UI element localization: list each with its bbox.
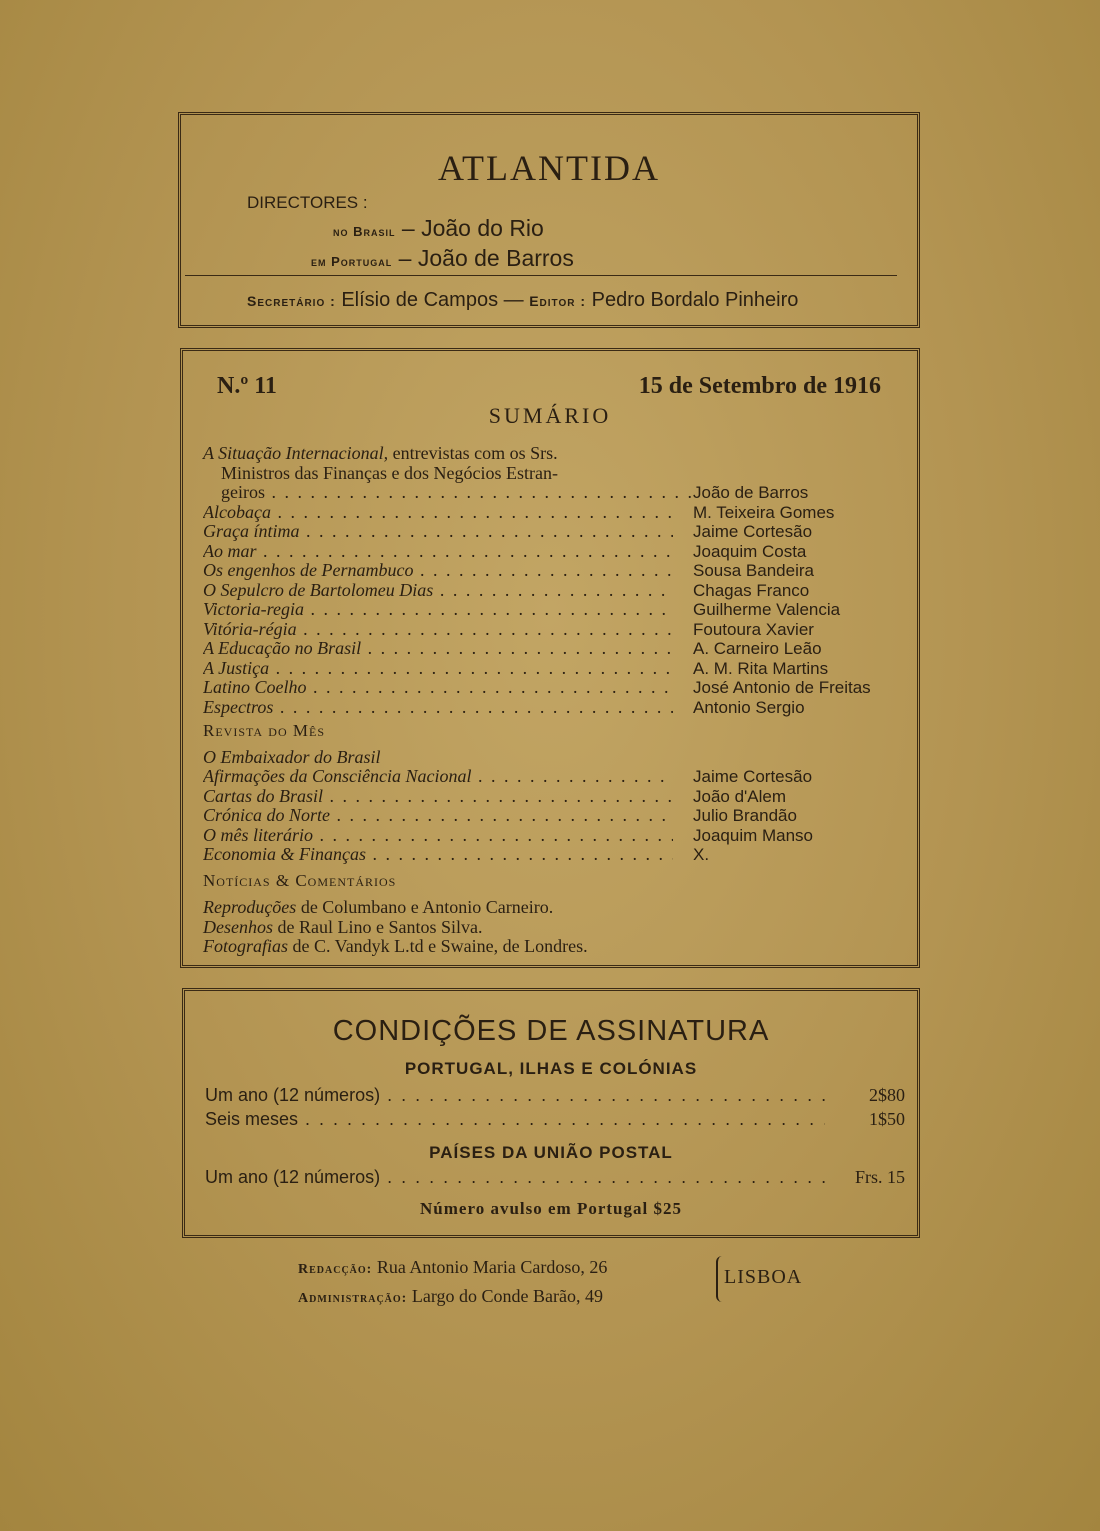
toc-row	[203, 581, 903, 601]
city-name: LISBOA	[724, 1266, 803, 1288]
toc-author: Sousa Bandeira	[693, 561, 814, 580]
note-rest: de Columbano e Antonio Carneiro.	[296, 897, 554, 917]
toc-title: A Justiça . . .	[203, 659, 673, 679]
toc-row	[203, 826, 903, 846]
redaccao-line	[298, 1254, 607, 1283]
note-line	[203, 936, 588, 957]
issue-date: 15 de Setembro de 1916	[638, 373, 881, 399]
toc-title: geiros . . .	[203, 483, 691, 503]
toc-row	[203, 542, 903, 562]
toc-author: X.	[693, 845, 710, 864]
secretario-name: Elísio de Campos	[341, 289, 499, 311]
price-value: 2$80	[869, 1085, 905, 1105]
noticias-heading: Notícias & Comentários	[203, 871, 397, 890]
price-label: Um ano (12 números) . . .	[205, 1167, 825, 1188]
director-portugal: em Portugal – João de Barros	[311, 245, 574, 271]
toc-row	[203, 522, 903, 542]
toc-author: João de Barros	[693, 483, 809, 502]
price-value: Frs. 15	[854, 1167, 905, 1187]
price-row	[205, 1109, 905, 1131]
note-rest: de Raul Lino e Santos Silva.	[273, 917, 483, 937]
toc-title: Latino Coelho . . .	[203, 678, 673, 698]
toc-title: Victoria-regia . . .	[203, 600, 673, 620]
redaccao-address: Rua Antonio Maria Cardoso, 26	[376, 1257, 608, 1277]
toc-title: Os engenhos de Pernambuco . . .	[203, 561, 673, 581]
director-brasil-label: no Brasil	[333, 224, 396, 239]
uniao-heading: PAÍSES DA UNIÃO POSTAL	[429, 1143, 673, 1162]
toc-row	[203, 620, 903, 640]
revista-heading: Revista do Mês	[203, 721, 325, 740]
toc-list	[203, 483, 903, 717]
toc-first-line	[203, 443, 558, 464]
toc-author: Joaquim Manso	[693, 825, 814, 845]
toc-author: Antonio Sergio	[693, 697, 805, 717]
director-portugal-name: João de Barros	[417, 245, 574, 271]
toc-second-line: Ministros das Finanças e dos Negócios Estran-	[221, 463, 558, 483]
masthead-box	[178, 112, 920, 328]
toc-author: M. Teixeira Gomes	[693, 502, 835, 522]
toc-row	[203, 767, 903, 787]
note-rest: de C. Vandyk L.td e Swaine, de Londres.	[288, 936, 588, 956]
director-brasil: no Brasil – João do Rio	[333, 215, 544, 241]
director-portugal-label: em Portugal	[311, 254, 393, 269]
magazine-title: ATLANTIDA	[438, 148, 660, 188]
price-value: 1$50	[869, 1109, 905, 1129]
toc-title: Crónica do Norte . . .	[203, 806, 673, 826]
single-issue-price: Número avulso em Portugal $25	[420, 1199, 682, 1218]
toc-author: Chagas Franco	[693, 580, 810, 600]
toc-title: Ao mar . . .	[203, 542, 673, 562]
price-row	[205, 1167, 905, 1189]
toc-author: Joaquim Costa	[693, 541, 807, 561]
editor-label: Editor :	[529, 293, 587, 309]
price-label: Seis meses . . .	[205, 1109, 825, 1130]
toc-row	[203, 787, 903, 807]
note-line	[203, 917, 482, 938]
toc-row	[203, 503, 903, 523]
toc-title: Graça íntima . . .	[203, 522, 673, 542]
address-block	[298, 1254, 607, 1312]
toc-first-title: A Situação Internacional,	[203, 443, 389, 463]
toc-author: Julio Brandão	[693, 806, 797, 825]
summary-title: SUMÁRIO	[488, 403, 612, 428]
note-line	[203, 897, 553, 918]
toc-author: Foutoura Xavier	[693, 619, 814, 639]
toc-title: Alcobaça . . .	[203, 503, 673, 523]
contents-box	[180, 348, 920, 968]
toc-row	[203, 600, 903, 620]
toc-author: A. Carneiro Leão	[693, 639, 822, 658]
toc-first-rest: entrevistas com os Srs.	[388, 443, 558, 463]
toc-title: Vitória-régia . . .	[203, 620, 673, 640]
toc-title: O mês literário . . .	[203, 826, 673, 846]
issue-number: N.º 11	[217, 373, 277, 399]
director-brasil-name: João do Rio	[421, 215, 544, 241]
toc-author: João d'Alem	[693, 786, 787, 806]
directores-label: DIRECTORES :	[247, 193, 368, 212]
note-lead: Fotografias	[203, 936, 289, 956]
note-lead: Desenhos	[203, 917, 273, 937]
toc-title: O Sepulcro de Bartolomeu Dias . . .	[203, 581, 673, 601]
toc-row	[203, 698, 903, 718]
portugal-heading: PORTUGAL, ILHAS E COLÓNIAS	[404, 1059, 698, 1078]
toc-author: Jaime Cortesão	[693, 767, 813, 786]
toc-title: Espectros . . .	[203, 698, 673, 718]
toc-author: José Antonio de Freitas	[693, 678, 871, 697]
toc-row	[203, 639, 903, 659]
toc-title: Cartas do Brasil . . .	[203, 787, 673, 807]
toc-row	[203, 806, 903, 826]
toc-row	[203, 483, 903, 503]
admin-line	[298, 1283, 607, 1312]
revista-first-item: O Embaixador do Brasil	[203, 747, 381, 767]
toc-row	[203, 678, 903, 698]
revista-list	[203, 767, 903, 865]
redaccao-label: Redacção:	[298, 1262, 373, 1277]
toc-row	[203, 845, 903, 865]
subscription-title: CONDIÇÕES DE ASSINATURA	[332, 1015, 770, 1047]
toc-row	[203, 561, 903, 581]
header-divider	[185, 275, 897, 276]
toc-author: Guilherme Valencia	[693, 600, 841, 619]
price-label: Um ano (12 números) . . .	[205, 1085, 825, 1106]
toc-title: Economia & Finanças . . .	[203, 845, 673, 865]
note-lead: Reproduções	[203, 897, 297, 917]
price-row	[205, 1085, 905, 1107]
toc-title: Afirmações da Consciência Nacional . . .	[203, 767, 673, 787]
subscription-box	[182, 988, 920, 1238]
toc-row	[203, 659, 903, 679]
secretario-label: Secretário :	[247, 293, 336, 309]
admin-label: Administração:	[298, 1291, 408, 1306]
editor-name: Pedro Bordalo Pinheiro	[591, 289, 799, 311]
staff-line: Secretário : Elísio de Campos — Editor : Pedro Bordalo Pinheiro	[247, 289, 799, 311]
toc-author: A. M. Rita Martins	[693, 658, 829, 678]
admin-address: Largo do Conde Barão, 49	[411, 1286, 603, 1306]
toc-title: A Educação no Brasil . . .	[203, 639, 673, 659]
toc-author: Jaime Cortesão	[693, 522, 813, 541]
